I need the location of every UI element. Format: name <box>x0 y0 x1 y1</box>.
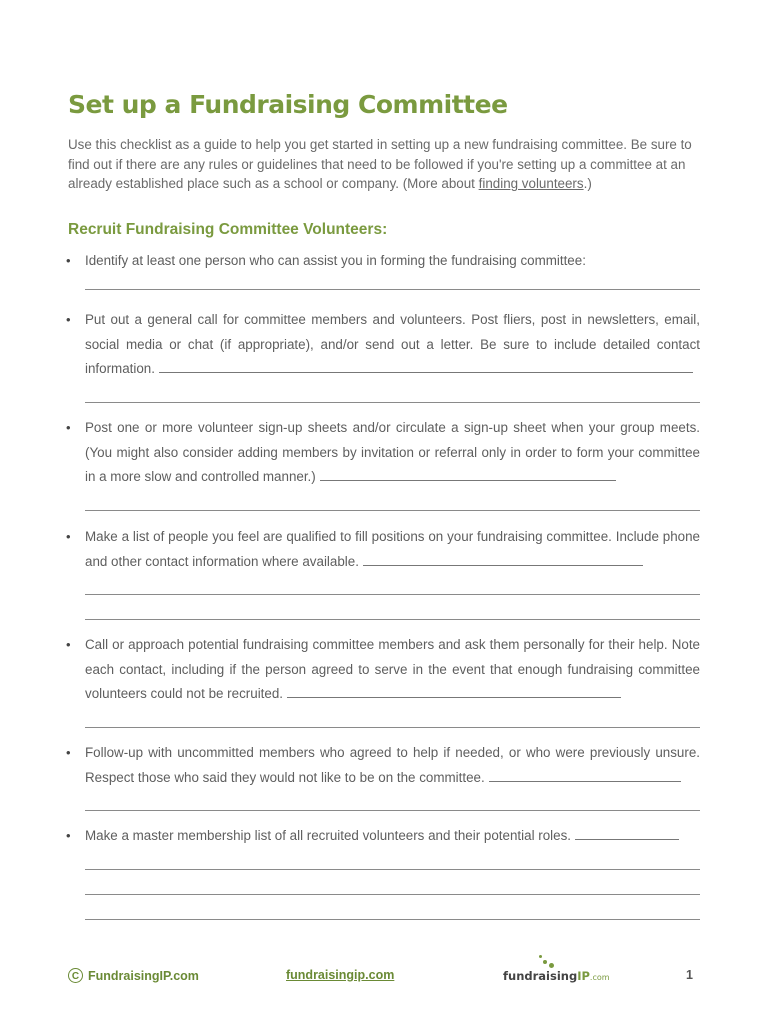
write-in-line[interactable] <box>85 594 700 595</box>
logo-dot-icon <box>543 960 547 964</box>
write-in-line[interactable] <box>489 768 681 782</box>
write-in-line[interactable] <box>85 727 700 728</box>
logo-dot-icon <box>539 955 542 958</box>
write-in-line[interactable] <box>85 919 700 920</box>
checklist-item <box>66 308 700 403</box>
checklist-item <box>66 633 700 728</box>
page-number: 1 <box>686 968 693 982</box>
write-in-line[interactable] <box>85 810 700 811</box>
footer-copyright <box>68 968 199 983</box>
page-title: Set up a Fundraising Committee <box>68 90 508 119</box>
write-in-line[interactable] <box>85 289 700 290</box>
bullet-icon: • <box>66 420 71 435</box>
intro-text-end: .) <box>583 176 592 192</box>
write-in-line[interactable] <box>85 869 700 870</box>
item-text: Put out a general call for committee members and volunteers. Post fliers, post in newsletters, email, social media or chat (if appropriate), and/or send out a letter. Be sure to include detailed contact information. <box>85 312 700 376</box>
write-in-line[interactable] <box>85 619 700 620</box>
intro-text: Use this checklist as a guide to help you get started in setting up a new fundraising committee. Be sure to find out if there are any rules or guidelines that need to be followed if you're setting up a committee at an already established place such as a school or company. (More about <box>68 137 692 192</box>
intro-paragraph <box>68 135 704 194</box>
write-in-line[interactable] <box>159 359 693 373</box>
logo-main-text: fundraising <box>503 969 578 983</box>
footer-brand: FundraisingIP.com <box>88 968 199 983</box>
checklist-item <box>66 416 700 511</box>
bullet-icon: • <box>66 745 71 760</box>
item-text: Follow-up with uncommitted members who agreed to help if needed, or who were previously unsure. Respect those who said they would not like to be on the committee. <box>85 745 700 785</box>
write-in-line[interactable] <box>363 552 643 566</box>
bullet-icon: • <box>66 637 71 652</box>
write-in-line[interactable] <box>85 894 700 895</box>
checklist-item <box>66 824 700 920</box>
item-text: Identify at least one person who can assist you in forming the fundraising committee: <box>85 253 586 268</box>
write-in-line[interactable] <box>85 510 700 511</box>
logo-com-text: .com <box>589 973 610 982</box>
item-text: Call or approach potential fundraising committee members and ask them personally for their help. Note each contact, including if the person agreed to serve in the event that enough fundraising committee volunteers could not be recruited. <box>85 637 700 701</box>
write-in-line[interactable] <box>287 684 621 698</box>
footer-site-link[interactable]: fundraisingip.com <box>286 968 395 982</box>
write-in-line[interactable] <box>85 402 700 403</box>
write-in-line[interactable] <box>575 826 679 840</box>
bullet-icon: • <box>66 312 71 327</box>
brand-logo <box>503 955 610 985</box>
item-text: Post one or more volunteer sign-up sheets and/or circulate a sign-up sheet when your group meets. (You might also consider adding members by invitation or referral only in order to form your committee in a more slow and controlled manner.) <box>85 420 700 484</box>
logo-ip-text: IP <box>577 969 590 983</box>
item-text: Make a master membership list of all recruited volunteers and their potential roles. <box>85 828 572 843</box>
checklist-item <box>66 741 700 811</box>
checklist-item <box>66 525 700 620</box>
write-in-line[interactable] <box>320 467 616 481</box>
copyright-icon: C <box>68 968 83 983</box>
section-heading: Recruit Fundraising Committee Volunteers: <box>68 221 388 238</box>
bullet-icon: • <box>66 529 71 544</box>
item-text: Make a list of people you feel are qualified to fill positions on your fundraising committee. Include phone and other contact information where available. <box>85 529 700 569</box>
checklist-item <box>66 249 700 290</box>
logo-dot-icon <box>549 963 554 968</box>
bullet-icon: • <box>66 253 71 268</box>
finding-volunteers-link[interactable]: finding volunteers <box>478 176 584 192</box>
bullet-icon: • <box>66 828 71 843</box>
